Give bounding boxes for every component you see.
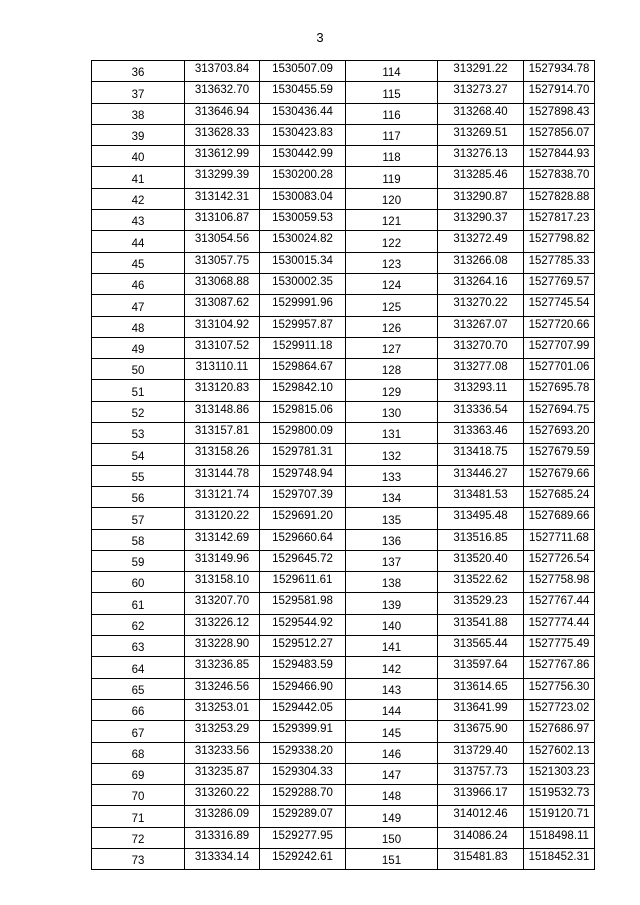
x-coordinate-left: 313703.84	[185, 61, 260, 82]
y-coordinate-right: 1527707.99	[524, 337, 595, 358]
point-number-left: 60	[92, 572, 185, 593]
table-row	[92, 614, 595, 635]
point-number-left: 71	[92, 806, 185, 827]
x-coordinate-left: 313236.85	[185, 657, 260, 678]
y-coordinate-left: 1530059.53	[260, 210, 346, 231]
x-coordinate-left: 313235.87	[185, 763, 260, 784]
point-number-left: 58	[92, 529, 185, 550]
x-coordinate-left: 313646.94	[185, 103, 260, 124]
table-row	[92, 657, 595, 678]
table-row	[92, 806, 595, 827]
x-coordinate-right: 313481.53	[438, 486, 524, 507]
table-row	[92, 210, 595, 231]
y-coordinate-left: 1530015.34	[260, 252, 346, 273]
x-coordinate-left: 313068.88	[185, 273, 260, 294]
x-coordinate-right: 313272.49	[438, 231, 524, 252]
point-number-left: 59	[92, 550, 185, 571]
x-coordinate-left: 313253.01	[185, 699, 260, 720]
point-number-left: 61	[92, 593, 185, 614]
table-row	[92, 550, 595, 571]
point-number-right: 129	[346, 380, 438, 401]
x-coordinate-right: 313264.16	[438, 273, 524, 294]
y-coordinate-right: 1521303.23	[524, 763, 595, 784]
y-coordinate-left: 1529911.18	[260, 337, 346, 358]
table-row	[92, 103, 595, 124]
y-coordinate-left: 1529645.72	[260, 550, 346, 571]
x-coordinate-left: 313107.52	[185, 337, 260, 358]
y-coordinate-left: 1529781.31	[260, 444, 346, 465]
y-coordinate-left: 1529399.91	[260, 721, 346, 742]
table-row	[92, 316, 595, 337]
y-coordinate-right: 1527720.66	[524, 316, 595, 337]
x-coordinate-right: 314086.24	[438, 827, 524, 848]
point-number-right: 127	[346, 337, 438, 358]
y-coordinate-left: 1529842.10	[260, 380, 346, 401]
point-number-left: 55	[92, 465, 185, 486]
x-coordinate-left: 313142.31	[185, 188, 260, 209]
point-number-right: 114	[346, 61, 438, 82]
point-number-right: 140	[346, 614, 438, 635]
point-number-left: 37	[92, 82, 185, 103]
y-coordinate-right: 1527693.20	[524, 423, 595, 444]
x-coordinate-left: 313104.92	[185, 316, 260, 337]
x-coordinate-right: 313729.40	[438, 742, 524, 763]
x-coordinate-right: 315481.83	[438, 848, 524, 869]
point-number-left: 63	[92, 636, 185, 657]
point-number-left: 43	[92, 210, 185, 231]
table-row	[92, 359, 595, 380]
x-coordinate-right: 313277.08	[438, 359, 524, 380]
point-number-right: 136	[346, 529, 438, 550]
point-number-left: 64	[92, 657, 185, 678]
x-coordinate-left: 313142.69	[185, 529, 260, 550]
point-number-left: 66	[92, 699, 185, 720]
point-number-right: 148	[346, 785, 438, 806]
point-number-right: 151	[346, 848, 438, 869]
y-coordinate-right: 1518498.11	[524, 827, 595, 848]
x-coordinate-left: 313157.81	[185, 423, 260, 444]
point-number-left: 56	[92, 486, 185, 507]
table-row	[92, 273, 595, 294]
table-row	[92, 827, 595, 848]
table-row	[92, 295, 595, 316]
x-coordinate-right: 313290.87	[438, 188, 524, 209]
point-number-right: 130	[346, 401, 438, 422]
y-coordinate-right: 1527767.44	[524, 593, 595, 614]
point-number-left: 47	[92, 295, 185, 316]
y-coordinate-left: 1530455.59	[260, 82, 346, 103]
x-coordinate-left: 313120.22	[185, 508, 260, 529]
y-coordinate-left: 1530024.82	[260, 231, 346, 252]
y-coordinate-right: 1527686.97	[524, 721, 595, 742]
table-row	[92, 785, 595, 806]
coordinates-table-body	[92, 61, 595, 870]
y-coordinate-right: 1527838.70	[524, 167, 595, 188]
point-number-left: 68	[92, 742, 185, 763]
x-coordinate-left: 313316.89	[185, 827, 260, 848]
table-row	[92, 636, 595, 657]
point-number-left: 53	[92, 423, 185, 444]
point-number-left: 73	[92, 848, 185, 869]
point-number-left: 38	[92, 103, 185, 124]
x-coordinate-left: 313158.10	[185, 572, 260, 593]
x-coordinate-right: 313270.70	[438, 337, 524, 358]
y-coordinate-right: 1527726.54	[524, 550, 595, 571]
x-coordinate-left: 313120.83	[185, 380, 260, 401]
table-row	[92, 486, 595, 507]
point-number-right: 125	[346, 295, 438, 316]
point-number-left: 40	[92, 146, 185, 167]
x-coordinate-left: 313207.70	[185, 593, 260, 614]
y-coordinate-right: 1518452.31	[524, 848, 595, 869]
x-coordinate-right: 313269.51	[438, 124, 524, 145]
point-number-left: 69	[92, 763, 185, 784]
point-number-right: 121	[346, 210, 438, 231]
point-number-left: 52	[92, 401, 185, 422]
x-coordinate-right: 313541.88	[438, 614, 524, 635]
table-row	[92, 721, 595, 742]
table-row	[92, 593, 595, 614]
y-coordinate-right: 1527898.43	[524, 103, 595, 124]
y-coordinate-left: 1529707.39	[260, 486, 346, 507]
x-coordinate-left: 313628.33	[185, 124, 260, 145]
x-coordinate-right: 313363.46	[438, 423, 524, 444]
x-coordinate-left: 313260.22	[185, 785, 260, 806]
y-coordinate-left: 1529660.64	[260, 529, 346, 550]
y-coordinate-left: 1529957.87	[260, 316, 346, 337]
x-coordinate-left: 313149.96	[185, 550, 260, 571]
table-row	[92, 742, 595, 763]
y-coordinate-left: 1529691.20	[260, 508, 346, 529]
y-coordinate-right: 1527745.54	[524, 295, 595, 316]
point-number-left: 62	[92, 614, 185, 635]
y-coordinate-right: 1527769.57	[524, 273, 595, 294]
x-coordinate-left: 313286.09	[185, 806, 260, 827]
point-number-right: 124	[346, 273, 438, 294]
y-coordinate-left: 1529800.09	[260, 423, 346, 444]
y-coordinate-right: 1527711.68	[524, 529, 595, 550]
table-row	[92, 146, 595, 167]
table-row	[92, 337, 595, 358]
table-row	[92, 678, 595, 699]
point-number-left: 70	[92, 785, 185, 806]
y-coordinate-left: 1529748.94	[260, 465, 346, 486]
point-number-right: 143	[346, 678, 438, 699]
x-coordinate-right: 313268.40	[438, 103, 524, 124]
point-number-right: 135	[346, 508, 438, 529]
point-number-right: 117	[346, 124, 438, 145]
x-coordinate-right: 313285.46	[438, 167, 524, 188]
table-row	[92, 508, 595, 529]
x-coordinate-left: 313110.11	[185, 359, 260, 380]
y-coordinate-left: 1529991.96	[260, 295, 346, 316]
x-coordinate-left: 313144.78	[185, 465, 260, 486]
x-coordinate-left: 313253.29	[185, 721, 260, 742]
x-coordinate-right: 313522.62	[438, 572, 524, 593]
point-number-right: 133	[346, 465, 438, 486]
table-row	[92, 188, 595, 209]
x-coordinate-right: 313516.85	[438, 529, 524, 550]
point-number-right: 118	[346, 146, 438, 167]
y-coordinate-right: 1527914.70	[524, 82, 595, 103]
y-coordinate-right: 1527785.33	[524, 252, 595, 273]
x-coordinate-left: 313233.56	[185, 742, 260, 763]
y-coordinate-left: 1529581.98	[260, 593, 346, 614]
y-coordinate-right: 1527685.24	[524, 486, 595, 507]
point-number-right: 147	[346, 763, 438, 784]
table-row	[92, 423, 595, 444]
x-coordinate-left: 313612.99	[185, 146, 260, 167]
y-coordinate-left: 1530507.09	[260, 61, 346, 82]
point-number-left: 46	[92, 273, 185, 294]
point-number-right: 144	[346, 699, 438, 720]
point-number-right: 119	[346, 167, 438, 188]
table-row	[92, 529, 595, 550]
point-number-left: 42	[92, 188, 185, 209]
point-number-right: 141	[346, 636, 438, 657]
x-coordinate-right: 313641.99	[438, 699, 524, 720]
x-coordinate-right: 313267.07	[438, 316, 524, 337]
y-coordinate-left: 1529483.59	[260, 657, 346, 678]
point-number-right: 142	[346, 657, 438, 678]
x-coordinate-right: 313597.64	[438, 657, 524, 678]
point-number-left: 57	[92, 508, 185, 529]
x-coordinate-right: 313495.48	[438, 508, 524, 529]
table-row	[92, 82, 595, 103]
y-coordinate-right: 1527679.66	[524, 465, 595, 486]
point-number-right: 132	[346, 444, 438, 465]
y-coordinate-left: 1530442.99	[260, 146, 346, 167]
x-coordinate-left: 313121.74	[185, 486, 260, 507]
table-row	[92, 763, 595, 784]
y-coordinate-right: 1527756.30	[524, 678, 595, 699]
table-row	[92, 848, 595, 869]
table-row	[92, 231, 595, 252]
point-number-left: 67	[92, 721, 185, 742]
x-coordinate-right: 313418.75	[438, 444, 524, 465]
y-coordinate-left: 1529277.95	[260, 827, 346, 848]
x-coordinate-right: 313336.54	[438, 401, 524, 422]
point-number-left: 65	[92, 678, 185, 699]
y-coordinate-right: 1519532.73	[524, 785, 595, 806]
x-coordinate-left: 313299.39	[185, 167, 260, 188]
point-number-right: 123	[346, 252, 438, 273]
x-coordinate-left: 313226.12	[185, 614, 260, 635]
y-coordinate-left: 1529442.05	[260, 699, 346, 720]
x-coordinate-left: 313106.87	[185, 210, 260, 231]
point-number-right: 120	[346, 188, 438, 209]
point-number-right: 131	[346, 423, 438, 444]
point-number-right: 145	[346, 721, 438, 742]
point-number-right: 149	[346, 806, 438, 827]
x-coordinate-left: 313228.90	[185, 636, 260, 657]
table-row	[92, 252, 595, 273]
y-coordinate-left: 1529466.90	[260, 678, 346, 699]
y-coordinate-left: 1530436.44	[260, 103, 346, 124]
y-coordinate-right: 1519120.71	[524, 806, 595, 827]
x-coordinate-right: 314012.46	[438, 806, 524, 827]
x-coordinate-right: 313614.65	[438, 678, 524, 699]
point-number-left: 49	[92, 337, 185, 358]
y-coordinate-right: 1527844.93	[524, 146, 595, 167]
x-coordinate-right: 313966.17	[438, 785, 524, 806]
point-number-right: 116	[346, 103, 438, 124]
point-number-left: 41	[92, 167, 185, 188]
point-number-right: 134	[346, 486, 438, 507]
y-coordinate-left: 1529815.06	[260, 401, 346, 422]
x-coordinate-right: 313529.23	[438, 593, 524, 614]
y-coordinate-right: 1527694.75	[524, 401, 595, 422]
y-coordinate-right: 1527767.86	[524, 657, 595, 678]
y-coordinate-left: 1529512.27	[260, 636, 346, 657]
x-coordinate-left: 313057.75	[185, 252, 260, 273]
table-row	[92, 401, 595, 422]
y-coordinate-right: 1527602.13	[524, 742, 595, 763]
point-number-left: 36	[92, 61, 185, 82]
point-number-right: 128	[346, 359, 438, 380]
x-coordinate-right: 313266.08	[438, 252, 524, 273]
x-coordinate-right: 313291.22	[438, 61, 524, 82]
y-coordinate-right: 1527689.66	[524, 508, 595, 529]
y-coordinate-right: 1527774.44	[524, 614, 595, 635]
x-coordinate-left: 313054.56	[185, 231, 260, 252]
y-coordinate-left: 1529544.92	[260, 614, 346, 635]
y-coordinate-right: 1527828.88	[524, 188, 595, 209]
point-number-left: 44	[92, 231, 185, 252]
x-coordinate-left: 313148.86	[185, 401, 260, 422]
y-coordinate-right: 1527723.02	[524, 699, 595, 720]
point-number-right: 146	[346, 742, 438, 763]
x-coordinate-right: 313273.27	[438, 82, 524, 103]
table-row	[92, 444, 595, 465]
table-row	[92, 699, 595, 720]
x-coordinate-right: 313675.90	[438, 721, 524, 742]
x-coordinate-left: 313334.14	[185, 848, 260, 869]
point-number-left: 54	[92, 444, 185, 465]
x-coordinate-left: 313087.62	[185, 295, 260, 316]
table-row	[92, 61, 595, 82]
table-row	[92, 167, 595, 188]
x-coordinate-left: 313246.56	[185, 678, 260, 699]
table-row	[92, 572, 595, 593]
x-coordinate-left: 313158.26	[185, 444, 260, 465]
x-coordinate-right: 313757.73	[438, 763, 524, 784]
point-number-right: 138	[346, 572, 438, 593]
x-coordinate-right: 313290.37	[438, 210, 524, 231]
x-coordinate-left: 313632.70	[185, 82, 260, 103]
x-coordinate-right: 313446.27	[438, 465, 524, 486]
y-coordinate-left: 1529611.61	[260, 572, 346, 593]
table-row	[92, 380, 595, 401]
table-row	[92, 465, 595, 486]
point-number-right: 150	[346, 827, 438, 848]
y-coordinate-right: 1527934.78	[524, 61, 595, 82]
y-coordinate-left: 1529304.33	[260, 763, 346, 784]
point-number-right: 139	[346, 593, 438, 614]
y-coordinate-right: 1527798.82	[524, 231, 595, 252]
point-number-left: 51	[92, 380, 185, 401]
y-coordinate-right: 1527679.59	[524, 444, 595, 465]
y-coordinate-left: 1530083.04	[260, 188, 346, 209]
x-coordinate-right: 313276.13	[438, 146, 524, 167]
point-number-right: 126	[346, 316, 438, 337]
y-coordinate-left: 1529242.61	[260, 848, 346, 869]
y-coordinate-left: 1529289.07	[260, 806, 346, 827]
y-coordinate-right: 1527701.06	[524, 359, 595, 380]
point-number-left: 45	[92, 252, 185, 273]
y-coordinate-right: 1527856.07	[524, 124, 595, 145]
y-coordinate-left: 1530200.28	[260, 167, 346, 188]
y-coordinate-right: 1527695.78	[524, 380, 595, 401]
y-coordinate-right: 1527775.49	[524, 636, 595, 657]
y-coordinate-left: 1529864.67	[260, 359, 346, 380]
x-coordinate-right: 313270.22	[438, 295, 524, 316]
x-coordinate-right: 313293.11	[438, 380, 524, 401]
point-number-right: 115	[346, 82, 438, 103]
coordinates-table	[91, 60, 595, 870]
x-coordinate-right: 313520.40	[438, 550, 524, 571]
y-coordinate-left: 1530423.83	[260, 124, 346, 145]
point-number-right: 137	[346, 550, 438, 571]
point-number-left: 39	[92, 124, 185, 145]
y-coordinate-left: 1529288.70	[260, 785, 346, 806]
y-coordinate-right: 1527817.23	[524, 210, 595, 231]
point-number-left: 50	[92, 359, 185, 380]
point-number-right: 122	[346, 231, 438, 252]
point-number-left: 48	[92, 316, 185, 337]
table-row	[92, 124, 595, 145]
y-coordinate-left: 1530002.35	[260, 273, 346, 294]
y-coordinate-right: 1527758.98	[524, 572, 595, 593]
page-number: 3	[316, 30, 324, 45]
x-coordinate-right: 313565.44	[438, 636, 524, 657]
y-coordinate-left: 1529338.20	[260, 742, 346, 763]
point-number-left: 72	[92, 827, 185, 848]
